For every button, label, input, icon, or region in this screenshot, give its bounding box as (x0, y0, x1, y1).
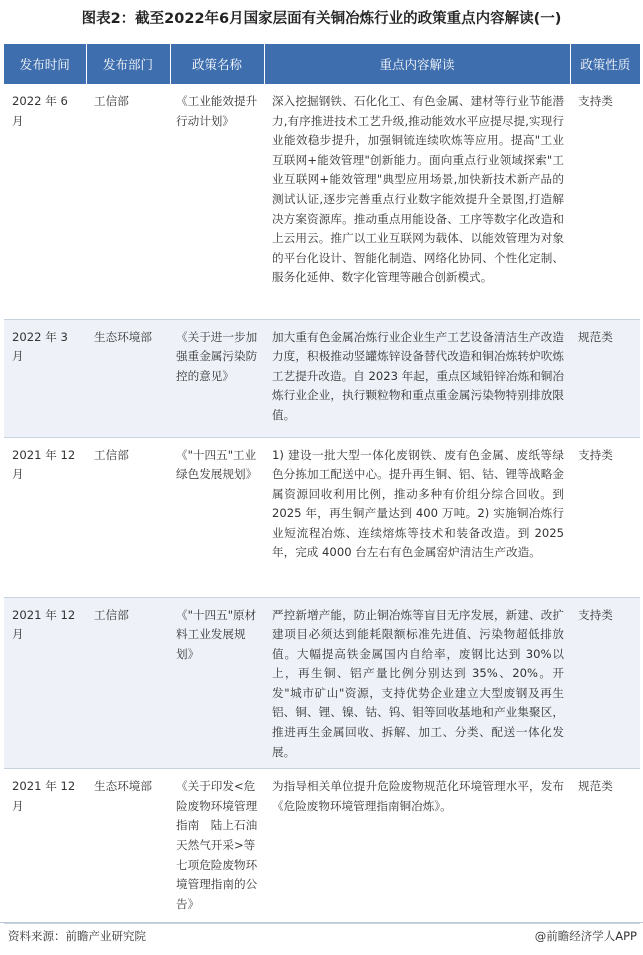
cell-policy: 《关于印发<危险废物环境管理指南 陆上石油天然气开采>等七项危险废物环境管理指南的公告》 (170, 769, 264, 924)
cell-content: 为指导相关单位提升危险废物规范化环境管理水平，发布《危险废物环境管理指南铜冶炼》。 (264, 769, 570, 924)
cell-dept: 工信部 (86, 84, 170, 319)
cell-nature: 支持类 (570, 84, 640, 319)
cell-content: 严控新增产能，防止铜冶炼等盲目无序发展，新建、改扩建项目必须达到能耗限额标准先进值、污染物超低排放值。大幅提高铁金属国内自给率，废钢比达到 30%以上，再生铜、铝产量比例分别达到 35%、20%。开发"城市矿山"资源，支持优势企业建立大型废钢及再生铝、铜、锂、镍、钴、钨、钼等回收基地和产业集聚区，推进再生金属回收、拆解、加工、分类、配送一体化发展。 (264, 597, 570, 769)
header-nature: 政策性质 (570, 44, 640, 84)
table-row (4, 84, 640, 319)
cell-policy: 《"十四五"工业绿色发展规划》 (170, 437, 264, 597)
cell-content: 加大重有色金属冶炼行业企业生产工艺设备清洁生产改造力度，积极推动竖罐炼锌设备替代改造和铜冶炼转炉吹炼工艺提升改造。自 2023 年起，重点区域铅锌冶炼和铜冶炼行业企业，执行颗粒物和重点重金属污染物特别排放限值。 (264, 319, 570, 437)
cell-nature: 规范类 (570, 319, 640, 437)
cell-policy: 《工业能效提升行动计划》 (170, 84, 264, 319)
header-content: 重点内容解读 (264, 44, 570, 84)
cell-date: 2021 年 12 月 (4, 437, 86, 597)
cell-dept: 生态环境部 (86, 769, 170, 924)
cell-date: 2022 年 6 月 (4, 84, 86, 319)
policy-table (4, 44, 640, 924)
source-note: 资料来源：前瞻产业研究院 (8, 929, 146, 943)
table-header-row (4, 44, 640, 84)
cell-nature: 支持类 (570, 437, 640, 597)
cell-dept: 工信部 (86, 597, 170, 769)
table-row (4, 319, 640, 437)
table-row (4, 769, 640, 924)
cell-nature: 支持类 (570, 597, 640, 769)
cell-dept: 生态环境部 (86, 319, 170, 437)
header-policy: 政策名称 (170, 44, 264, 84)
cell-dept: 工信部 (86, 437, 170, 597)
cell-policy: 《"十四五"原材料工业发展规划》 (170, 597, 264, 769)
cell-nature: 规范类 (570, 769, 640, 924)
table-row (4, 597, 640, 769)
cell-date: 2022 年 3 月 (4, 319, 86, 437)
chart-title: 图表2：截至2022年6月国家层面有关铜冶炼行业的政策重点内容解读(一) (81, 11, 562, 27)
header-date: 发布时间 (4, 44, 86, 84)
cell-content: 1) 建设一批大型一体化废钢铁、废有色金属、废纸等绿色分拣加工配送中心。提升再生铜、铝、钴、锂等战略金属资源回收利用比例，推动多种有价组分综合回收。到 2025 年，再生铜产量达到 400 万吨。2) 实施铜冶炼行业短流程冶炼、连续熔炼等技术和装备改造。到 2025 年，完成 4000 台左右有色金属窑炉清洁生产改造。 (264, 437, 570, 597)
cell-date: 2021 年 12 月 (4, 597, 86, 769)
header-dept: 发布部门 (86, 44, 170, 84)
brand-credit: @前瞻经济学人APP (534, 929, 637, 943)
cell-content: 深入挖掘钢铁、石化化工、有色金属、建材等行业节能潜力,有序推进技术工艺升级,推动能效水平应提尽提,实现行业能效稳步提升，加强铜锍连续吹炼等应用。提高"工业互联网+能效管理"创新能力。面向重点行业领域探索"工业互联网+能效管理"典型应用场景,加快新技术新产品的测试认证,逐步完善重点行业数字能效提升全景图,打造解决方案资源库。推动重点用能设备、工序等数字化改造和上云用云。推广以工业互联网为载体、以能效管理为对象的平台化设计、智能化制造、网络化协同、个性化定制、服务化延伸、数字化管理等融合创新模式。 (264, 84, 570, 319)
footer (0, 922, 643, 949)
cell-policy: 《关于进一步加强重金属污染防控的意见》 (170, 319, 264, 437)
table-row (4, 437, 640, 597)
cell-date: 2021 年 12 月 (4, 769, 86, 924)
